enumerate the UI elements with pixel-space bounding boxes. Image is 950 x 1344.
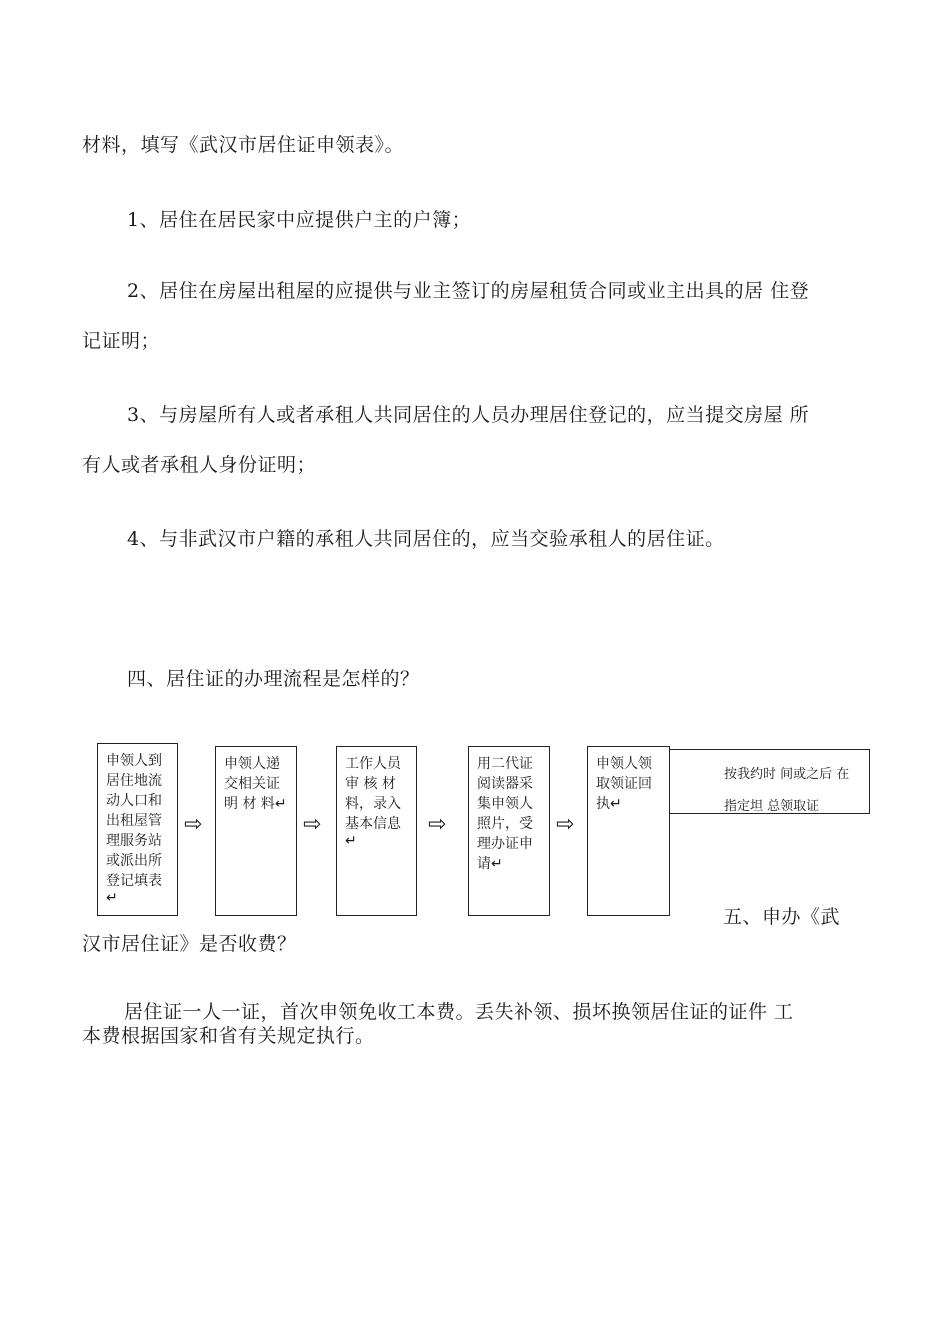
list-item-1: 1、居住在居民家中应提供户主的户簿； — [127, 209, 472, 231]
arrow-right-icon: ⇨ — [303, 812, 322, 837]
flow-step-register: 申领人到 居住地流 动人口和 出租屋管 理服务站 或派出所 登记填表↵ — [97, 743, 178, 916]
section-heading-5-part2: 汉市居住证》是否收费？ — [82, 933, 297, 955]
arrow-right-icon: ⇨ — [428, 812, 447, 837]
list-item-3-line1: 3、与房屋所有人或者承租人共同居住的人员办理居住登记的，应当提交房屋 所 — [127, 404, 810, 426]
list-item-2-line1: 2、居住在房屋出租屋的应提供与业主签订的房屋租赁合同或业主出具的居 住登 — [127, 280, 810, 302]
flow-note-line1: 按我约时 间或之后 在 — [724, 767, 850, 782]
section-heading-4: 四、居住证的办理流程是怎样的？ — [127, 668, 420, 690]
arrow-right-icon: ⇨ — [184, 812, 203, 837]
section-heading-5-part1: 五、申办《武 — [723, 906, 841, 928]
paragraph-fee-line2: 本费根据国家和省有关规定执行。 — [82, 1025, 375, 1047]
flow-step-capture: 用二代证 阅读器采 集申领人 照片，受 理办证申 请↵ — [468, 746, 550, 916]
flow-step-submit: 申领人递 交相关证 明 材 料↵ — [215, 746, 297, 916]
paragraph-materials: 材料，填写《武汉市居住证申领表》。 — [82, 134, 405, 156]
list-item-2-line2: 记证明； — [82, 330, 161, 352]
flow-note-line2: 指定坦 总领取证 — [724, 799, 820, 814]
flow-step-receipt: 申领人领 取领证回 执↵ — [587, 746, 670, 916]
list-item-4: 4、与非武汉市户籍的承租人共同居住的，应当交验承租人的居住证。 — [127, 528, 725, 550]
list-item-3-line2: 有人或者承租人身份证明； — [82, 454, 317, 476]
flow-step-review: 工作人员 审 核 材 料，录入 基本信息↵ — [336, 746, 417, 916]
arrow-right-icon: ⇨ — [556, 812, 575, 837]
paragraph-fee-line1: 居住证一人一证，首次申领免收工本费。丢失补领、损坏换领居住证的证件 工 — [124, 1001, 794, 1023]
